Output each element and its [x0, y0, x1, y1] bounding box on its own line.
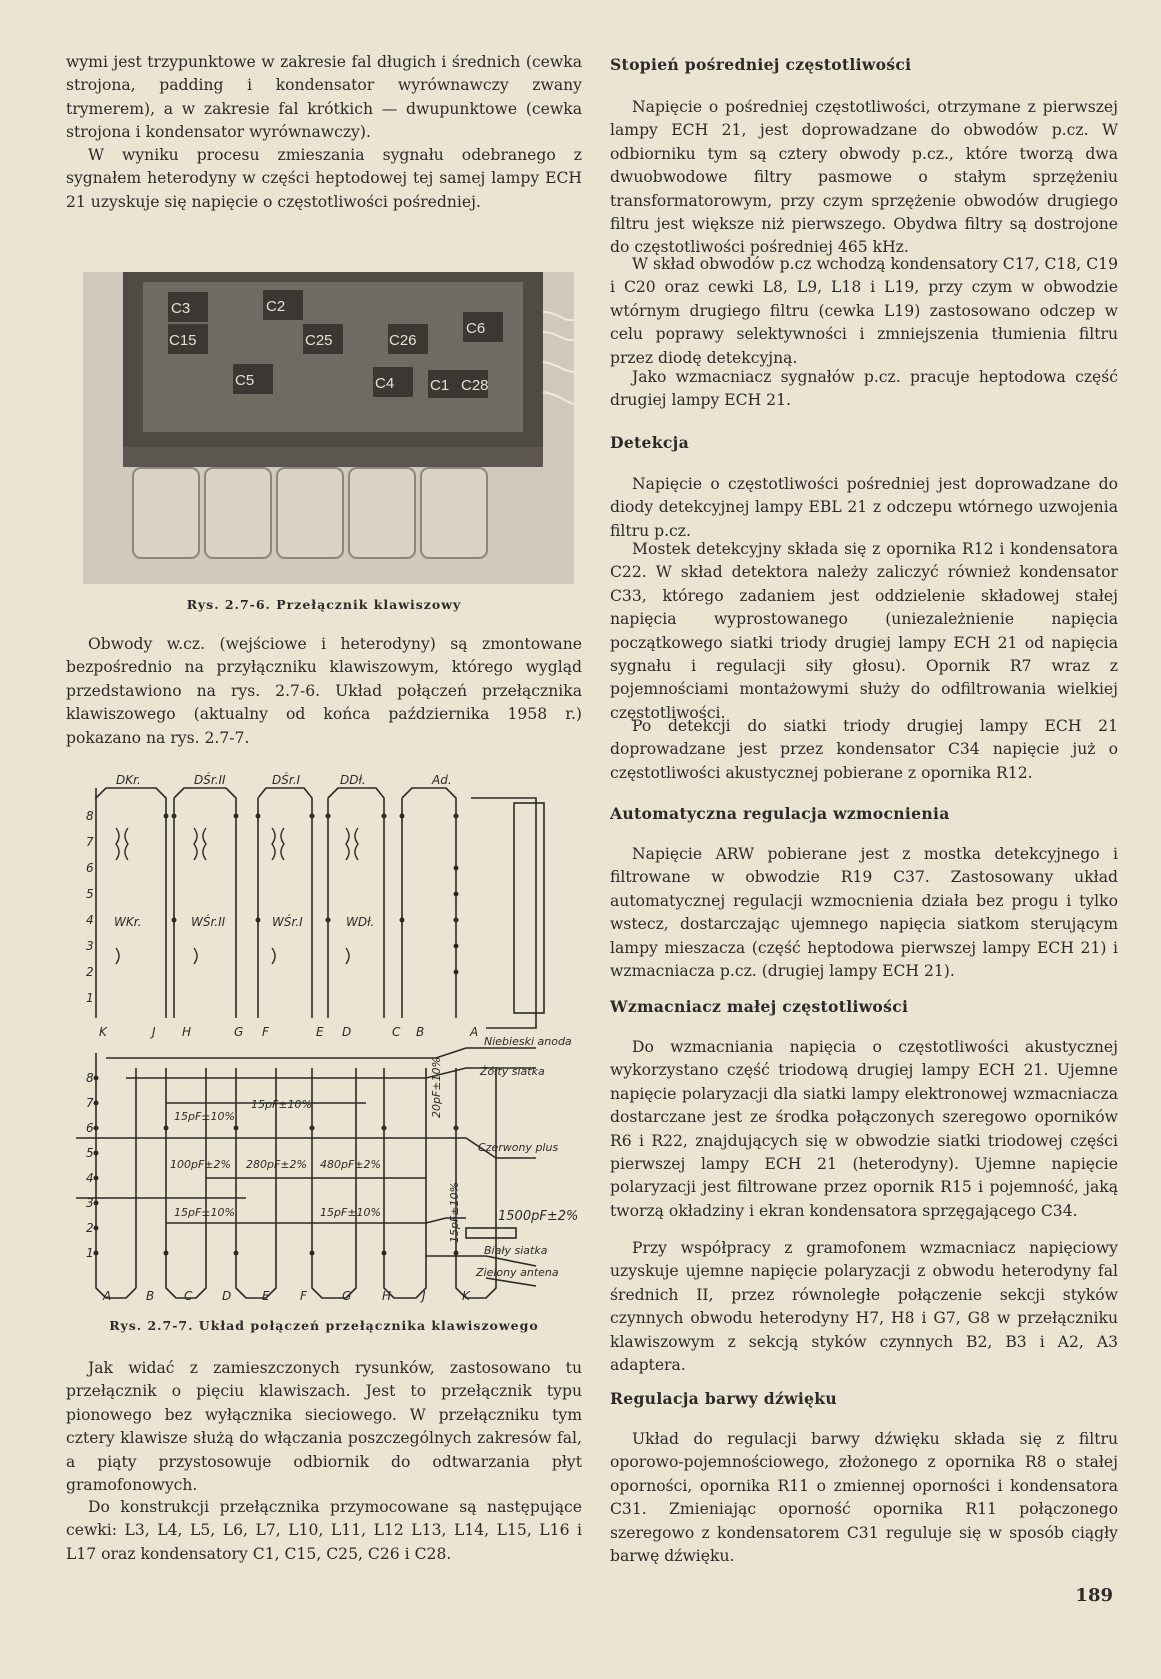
- diagram-col-bottom-c: C: [184, 1289, 193, 1303]
- heading-tone-control: Regulacja barwy dźwięku: [610, 1389, 838, 1408]
- diagram-label-ad: Ad.: [432, 773, 452, 787]
- diagram-col-top-d: D: [342, 1025, 352, 1039]
- diagram-col-top-f: F: [262, 1025, 269, 1039]
- diagram-col-bottom-a: A: [103, 1289, 112, 1303]
- diagram-col-top-j: J: [152, 1025, 156, 1039]
- diagram-wire-blue-anode: Niebieski anoda: [484, 1035, 572, 1048]
- diagram-col-bottom-d: D: [222, 1289, 232, 1303]
- diagram-row-7: 7: [86, 835, 94, 849]
- photo-label-c15: C15: [169, 332, 197, 349]
- diagram-row-8: 8: [86, 809, 94, 823]
- diagram-cap-2: 15pF±10%: [251, 1098, 312, 1111]
- diagram-col-bottom-k: K: [462, 1289, 470, 1303]
- diagram-row-2: 2: [86, 965, 94, 979]
- photo-label-c4: C4: [375, 375, 395, 392]
- diagram-row-4: 4: [86, 913, 94, 927]
- diagram-row-lower-7: 7: [86, 1096, 94, 1110]
- diagram-wire-green-antenna: Zielony antena: [476, 1266, 559, 1279]
- paragraph-posr-1: Napięcie o pośredniej częstotliwości, otrzymane z pierwszej lampy ECH 21, jest doprowadzane do obwodów p.cz. W odbiorniku tym są cztery obwody p.cz., które tworzą dwa dwuobwodowe filtry pasmowe o stałym sprzężeniu transformatorowym, przy czym sprzężenie obwodów drugiego filtru jest większe niż pierwszego. Obydwa filtry są dostrojone do częstotliwości pośredniej 465 kHz.: [610, 98, 1118, 257]
- paragraph-amp-2: Przy współpracy z gramofonem wzmacniacz napięciowy uzyskuje ujemne napięcie polaryzacji z obwodu heterodyny fal średnich II, przez równoległe połączenie sekcji styków czynnych obwodu heterodyny H7, H8 i G7, G8 w przełączniku klawiszowym z sekcją styków czynnych B2, B3 i A2, A3 adaptera.: [610, 1239, 1118, 1375]
- diagram-cap-4: 280pF±2%: [246, 1158, 307, 1171]
- page-number: 189: [1075, 1585, 1113, 1606]
- diagram-row-3: 3: [86, 939, 94, 953]
- figure-caption-diagram: Rys. 2.7-7. Układ połączeń przełącznika klawiszowego: [109, 1318, 539, 1333]
- paragraph-det-1: Napięcie o częstotliwości pośredniej jest doprowadzane do diody detekcyjnej lampy EBL 21 z odczepu wtórnego uzwojenia filtru p.cz.: [610, 475, 1118, 540]
- diagram-col-top-a: A: [470, 1025, 479, 1039]
- diagram-row-lower-1: 1: [86, 1246, 94, 1260]
- diagram-col-bottom-b: B: [146, 1289, 155, 1303]
- diagram-row-lower-4: 4: [86, 1171, 94, 1185]
- paragraph-agc: Napięcie ARW pobierane jest z mostka detekcyjnego i filtrowane w obwodzie R19 C37. Zastosowany układ automatycznej regulacji wzmocnienia działa bez progu i tylko wstecz, dostarczając ujemnego napięcia siatkom sterującym lampy mieszacza (część heptodowa pierwszej lampy ECH 21) i wzmacniacza p.cz. (drugiej lampy ECH 21).: [610, 845, 1118, 981]
- diagram-coil-wsr2: WŚr.II: [191, 915, 226, 929]
- diagram-col-bottom-h: H: [382, 1289, 392, 1303]
- diagram-wire-yellow-grid: Żółty siatka: [480, 1065, 545, 1078]
- photo-label-c3: C3: [171, 300, 191, 317]
- paragraph-posr-3: Jako wzmacniacz sygnałów p.cz. pracuje heptodowa część drugiej lampy ECH 21.: [610, 368, 1118, 410]
- paragraph-mixing: W wyniku procesu zmieszania sygnału odebranego z sygnałem heterodyny w części heptodowej tej samej lampy ECH 21 uzyskuje się napięcie o częstotliwości pośredniej.: [66, 146, 582, 211]
- paragraph-det-2: Mostek detekcyjny składa się z opornika R12 i kondensatora C22. W skład detektora należy zaliczyć również kondensator C33, którego zadaniem jest oddzielenie składowej stałej napięcia wyprostowanego (uniezależnienie napięcia początkowego siatki triody drugiej lampy ECH 21 od napięcia sygnału i regulacji siły głosu). Opornik R7 wraz z pojemnościami montażowymi służy do odfiltrowania wielkiej częstotliwości.: [610, 540, 1118, 722]
- diagram-coil-wsr1: WŚr.I: [272, 915, 303, 929]
- diagram-cap-3: 100pF±2%: [170, 1158, 231, 1171]
- paragraph-jak-widac: Jak widać z zamieszczonych rysunków, zastosowano tu przełącznik o pięciu klawiszach. Jest to przełącznik typu pionowego bez wyłącznika sieciowego. W przełączniku tym cztery klawisze służą do włączania poszczególnych zakresów fal, a piąty przystosowuje odbiornik do odtwarzania płyt gramofonowych.: [66, 1359, 582, 1495]
- diagram-row-6: 6: [86, 861, 94, 875]
- diagram-cap-7: 15pF±10%: [320, 1206, 381, 1219]
- diagram-col-bottom-f: F: [300, 1289, 307, 1303]
- diagram-col-top-g: G: [234, 1025, 244, 1039]
- diagram-col-bottom-g: G: [342, 1289, 352, 1303]
- paragraph-obwody: Obwody w.cz. (wejściowe i heterodyny) są zmontowane bezpośrednio na przyłączniku klawiszowym, którego wygląd przedstawiono na rys. 2.7-6. Układ połączeń przełącznika klawiszowego (aktualny od końca października 1958 r.) pokazano na rys. 2.7-7.: [66, 635, 582, 747]
- diagram-col-top-b: B: [416, 1025, 425, 1039]
- paragraph-tone-control: Układ do regulacji barwy dźwięku składa się z filtru oporowo-pojemnościowego, złożonego z opornika R8 o stałej oporności, opornika R11 o zmiennej oporności i kondensatora C31. Zmieniając oporność opornika R11 połączonego szeregowo z kondensatorem C31 reguluje się w sposób ciągły barwę dźwięku.: [610, 1430, 1118, 1566]
- photo-label-c6: C6: [466, 320, 486, 337]
- switch-wiring-diagram: [66, 768, 586, 1308]
- diagram-label-dsr1: DŚr.I: [272, 773, 301, 787]
- photo-label-c25: C25: [305, 332, 333, 349]
- diagram-row-5: 5: [86, 887, 94, 901]
- photo-label-c5: C5: [235, 372, 255, 389]
- photo-label-c2: C2: [266, 298, 286, 315]
- photo-label-c26: C26: [389, 332, 417, 349]
- diagram-wire-white-grid: Biały siatka: [484, 1244, 548, 1257]
- paragraph-posr-2: W skład obwodów p.cz wchodzą kondensatory C17, C18, C19 i C20 oraz cewki L8, L9, L18 i L19, przy czym w obwodzie wtórnym drugiego filtru (cewka L19) zastosowano odczep w celu poprawy selektywności i zmniejszenia tłumienia filtru przez diodę detekcyjną.: [610, 255, 1118, 367]
- diagram-row-1: 1: [86, 991, 94, 1005]
- paragraph-intro-end: wymi jest trzypunktowe w zakresie fal długich i średnich (cewka strojona, padding i kondensator wyrównawczy zwany trymerem), a w zakresie fal krótkich — dwupunktowe (cewka strojona i kondensator wyrównawczy).: [66, 53, 582, 142]
- heading-agc: Automatyczna regulacja wzmocnienia: [610, 804, 950, 823]
- diagram-row-lower-8: 8: [86, 1071, 94, 1085]
- switch-photo: [83, 272, 574, 584]
- diagram-cap-9: 15pF±10%: [448, 1182, 461, 1243]
- diagram-row-lower-6: 6: [86, 1121, 94, 1135]
- paragraph-det-3: Po detekcji do siatki triody drugiej lampy ECH 21 doprowadzane jest przez kondensator C34 napięcie już o częstotliwości akustycznej pobierane z opornika R12.: [610, 717, 1118, 782]
- diagram-cap-1: 15pF±10%: [174, 1110, 235, 1123]
- diagram-col-bottom-j: J: [422, 1289, 426, 1303]
- diagram-label-ddl: DDł.: [340, 773, 366, 787]
- photo-label-c1: C1: [430, 377, 450, 394]
- photo-label-c28: C28: [461, 377, 489, 394]
- figure-caption-photo: Rys. 2.7-6. Przełącznik klawiszowy: [186, 597, 462, 612]
- diagram-row-lower-3: 3: [86, 1196, 94, 1210]
- diagram-col-top-c: C: [392, 1025, 401, 1039]
- diagram-cap-8: 20pF±10%: [430, 1057, 443, 1118]
- diagram-cap-5: 480pF±2%: [320, 1158, 381, 1171]
- diagram-label-dkr: DKr.: [116, 773, 141, 787]
- diagram-row-lower-5: 5: [86, 1146, 94, 1160]
- diagram-coil-wdl: WDł.: [346, 915, 375, 929]
- heading-intermediate-frequency: Stopień pośredniej częstotliwości: [610, 55, 912, 74]
- diagram-col-top-e: E: [316, 1025, 324, 1039]
- diagram-cap-6: 15pF±10%: [174, 1206, 235, 1219]
- diagram-cap-10: 1500pF±2%: [498, 1209, 579, 1224]
- diagram-col-top-h: H: [182, 1025, 192, 1039]
- paragraph-amp-1: Do wzmacniania napięcia o częstotliwości akustycznej wykorzystano część triodową drugiej lampy ECH 21. Ujemne napięcie polaryzacji dla siatki lampy elektronowej wzmacniacza dostarczane jest ze środka połączonych szeregowo oporników R6 i R22, znajdujących się w obwodzie siatki triodowej części pierwszej lampy ECH 21 (heterodyny). Ujemne napięcie polaryzacji jest filtrowane przez opornik R15 i pojemność, jaką tworzą okładziny i ekran kondensatora sprzęgającego C34.: [610, 1038, 1118, 1220]
- diagram-label-dsr2: DŚr.II: [194, 773, 226, 787]
- paragraph-konstrukcja: Do konstrukcji przełącznika przymocowane są następujące cewki: L3, L4, L5, L6, L7, L10, L11, L12 L13, L14, L15, L16 i L17 oraz kondensatory C1, C15, C25, C26 i C28.: [66, 1498, 582, 1563]
- diagram-col-bottom-e: E: [262, 1289, 270, 1303]
- diagram-col-top-k: K: [99, 1025, 107, 1039]
- heading-audio-amplifier: Wzmacniacz małej częstotliwości: [610, 997, 909, 1016]
- diagram-coil-wkr: WKr.: [114, 915, 142, 929]
- diagram-wire-red-plus: Czerwony plus: [478, 1141, 559, 1154]
- heading-detection: Detekcja: [610, 433, 690, 452]
- diagram-row-lower-2: 2: [86, 1221, 94, 1235]
